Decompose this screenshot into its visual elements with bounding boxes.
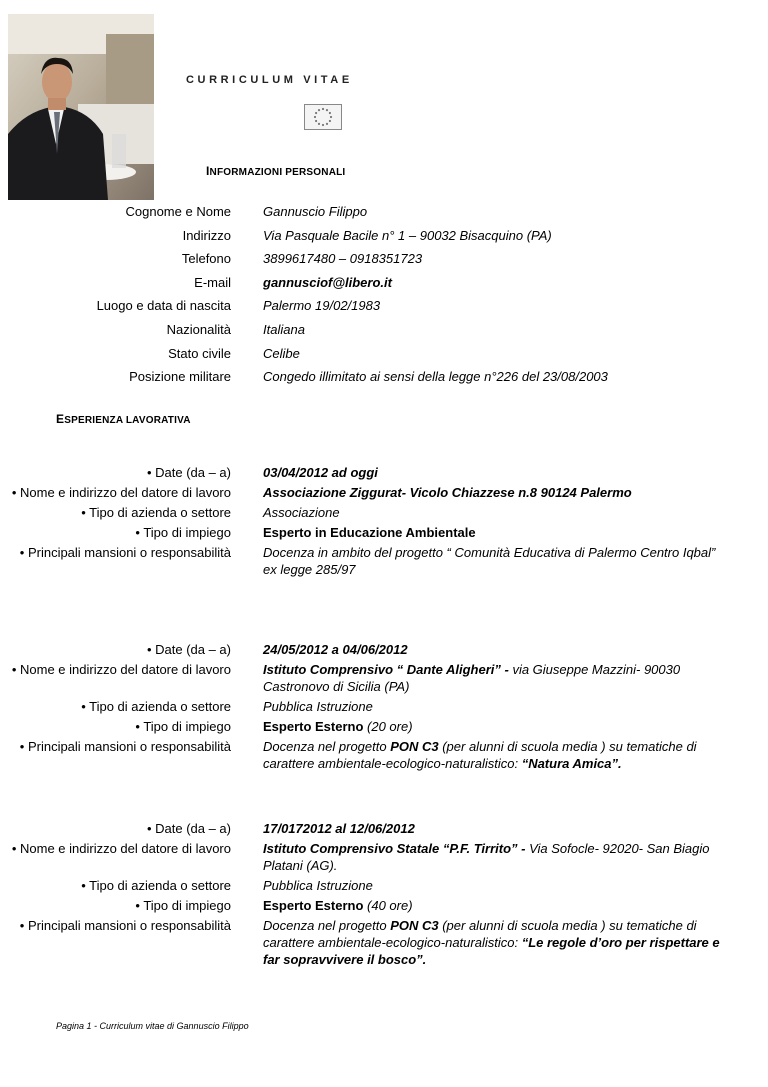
profile-photo-image <box>8 14 154 200</box>
job-type <box>263 524 723 541</box>
job-type <box>263 718 723 735</box>
section-personal-initial: I <box>206 164 210 178</box>
job-sector: Pubblica Istruzione <box>263 699 373 714</box>
job-date: 03/04/2012 ad oggi <box>263 465 378 480</box>
job-label: • Tipo di azienda o settore <box>81 699 231 714</box>
job-label: • Nome e indirizzo del datore di lavoro <box>11 485 231 500</box>
personal-label: Stato civile <box>168 345 231 361</box>
job-label: • Principali mansioni o responsabilità <box>19 545 231 560</box>
job-label: • Principali mansioni o responsabilità <box>19 739 231 754</box>
job-entry <box>0 464 768 581</box>
job-duties-text-2: (per alunni di scuola media ) su tematiche di carattere ambientale-ecologico-naturalistico: <box>263 918 697 950</box>
job-type-hours: (20 ore) <box>363 719 413 734</box>
job-duties <box>263 544 723 578</box>
job-date: 17/0172012 al 12/06/2012 <box>263 821 415 836</box>
page-footer: Pagina 1 - Curriculum vitae di Gannuscio Filippo <box>56 1021 249 1031</box>
personal-row-name <box>0 203 768 227</box>
job-duties <box>263 917 723 968</box>
job-duties-project: PON C3 <box>390 918 439 933</box>
job-sector-row <box>0 698 768 715</box>
job-duties-row <box>0 544 768 578</box>
job-type-row <box>0 897 768 914</box>
job-label: • Tipo di impiego <box>135 525 231 540</box>
job-employer-row <box>0 661 768 695</box>
personal-label: E-mail <box>194 274 231 290</box>
job-duties <box>263 738 723 772</box>
cv-title: CURRICULUM VITAE <box>186 74 353 86</box>
job-date-row <box>0 464 768 481</box>
job-duties-text: Docenza nel progetto <box>263 739 391 754</box>
personal-value: Via Pasquale Bacile n° 1 – 90032 Bisacquino (PA) <box>263 227 552 243</box>
personal-label: Cognome e Nome <box>125 204 231 219</box>
personal-value: Congedo illimitato ai sensi della legge n°226 del 23/08/2003 <box>263 369 608 385</box>
personal-row-birth <box>0 297 768 321</box>
job-label: • Tipo di impiego <box>135 719 231 734</box>
job-type-hours: (40 ore) <box>363 898 413 913</box>
job-duties-text-2: (per alunni di scuola media ) su tematiche di carattere ambientale-ecologico-naturalistico: <box>263 739 697 771</box>
job-label: • Nome e indirizzo del datore di lavoro <box>11 841 231 856</box>
job-type-row <box>0 718 768 735</box>
job-employer <box>263 484 723 501</box>
personal-label: Telefono <box>181 251 231 267</box>
job-type-title: Esperto in Educazione Ambientale <box>263 525 476 540</box>
job-sector-row <box>0 504 768 521</box>
section-personal-info <box>206 164 345 178</box>
job-sector-row <box>0 877 768 894</box>
job-type <box>263 897 723 914</box>
personal-row-phone <box>0 250 768 274</box>
personal-row-civil-status <box>0 345 768 369</box>
job-label: • Principali mansioni o responsabilità <box>19 918 231 933</box>
section-personal-rest: NFORMAZIONI PERSONALI <box>209 167 346 178</box>
section-experience-initial: E <box>56 412 65 426</box>
job-label: • Tipo di azienda o settore <box>81 505 231 520</box>
personal-value: 3899617480 – 0918351723 <box>263 251 423 267</box>
personal-label: Nazionalità <box>166 321 231 337</box>
section-work-experience <box>56 412 191 426</box>
job-employer-name: Istituto Comprensivo “ Dante Aligheri” - <box>263 662 509 677</box>
personal-row-email <box>0 274 768 298</box>
job-sector: Pubblica Istruzione <box>263 878 373 893</box>
job-label: • Nome e indirizzo del datore di lavoro <box>11 662 231 677</box>
profile-photo <box>8 14 154 200</box>
personal-label: Posizione militare <box>129 369 231 385</box>
job-employer-row <box>0 484 768 501</box>
personal-label: Luogo e data di nascita <box>96 298 231 314</box>
job-duties-text: Docenza nel progetto <box>263 918 391 933</box>
job-date-row <box>0 641 768 658</box>
job-employer <box>263 840 723 874</box>
personal-row-nationality <box>0 321 768 345</box>
email-link[interactable]: gannusciof@libero.it <box>263 274 392 290</box>
job-entry <box>0 820 768 971</box>
job-employer-name: Istituto Comprensivo Statale “P.F. Tirrito” - <box>263 841 526 856</box>
job-entry <box>0 641 768 775</box>
personal-value: Italiana <box>263 321 305 337</box>
job-employer-address: Via Sofocle- 92020- San Biagio Platani (AG). <box>263 841 710 873</box>
job-employer-name: Associazione Ziggurat- Vicolo Chiazzese n.8 90124 Palermo <box>263 485 632 500</box>
personal-value: Gannuscio Filippo <box>263 204 368 219</box>
job-type-title: Esperto Esterno <box>263 719 364 734</box>
job-sector: Associazione <box>263 505 340 520</box>
personal-value: Palermo 19/02/1983 <box>263 298 381 314</box>
job-duties-project: PON C3 <box>390 739 439 754</box>
job-employer <box>263 661 723 695</box>
job-duties-row <box>0 917 768 968</box>
personal-row-military <box>0 368 768 392</box>
job-date-row <box>0 820 768 837</box>
job-type-title: Esperto Esterno <box>263 898 364 913</box>
personal-value: Celibe <box>263 345 300 361</box>
job-employer-row <box>0 840 768 874</box>
section-experience-rest: SPERIENZA LAVORATIVA <box>64 415 191 426</box>
job-date: 24/05/2012 a 04/06/2012 <box>263 642 408 657</box>
job-type-row <box>0 524 768 541</box>
job-label: • Date (da – a) <box>146 642 231 657</box>
job-label: • Tipo di impiego <box>135 898 231 913</box>
job-duties-text: Docenza in ambito del progetto “ Comunità Educativa di Palermo Centro Iqbal” ex legge 285/97 <box>263 545 716 577</box>
job-duties-row <box>0 738 768 772</box>
personal-row-address <box>0 227 768 251</box>
job-label: • Date (da – a) <box>146 465 231 480</box>
job-duties-title: “Natura Amica”. <box>521 756 622 771</box>
job-label: • Tipo di azienda o settore <box>81 878 231 893</box>
job-employer-address: via Giuseppe Mazzini- 90030 Castronovo di Sicilia (PA) <box>263 662 681 694</box>
personal-info-table <box>0 203 768 392</box>
eu-flag-icon <box>304 104 342 130</box>
job-duties-title: “Le regole d’oro per rispettare e far sopravvivere il bosco”. <box>263 935 720 967</box>
personal-label: Indirizzo <box>182 227 231 243</box>
job-label: • Date (da – a) <box>146 821 231 836</box>
